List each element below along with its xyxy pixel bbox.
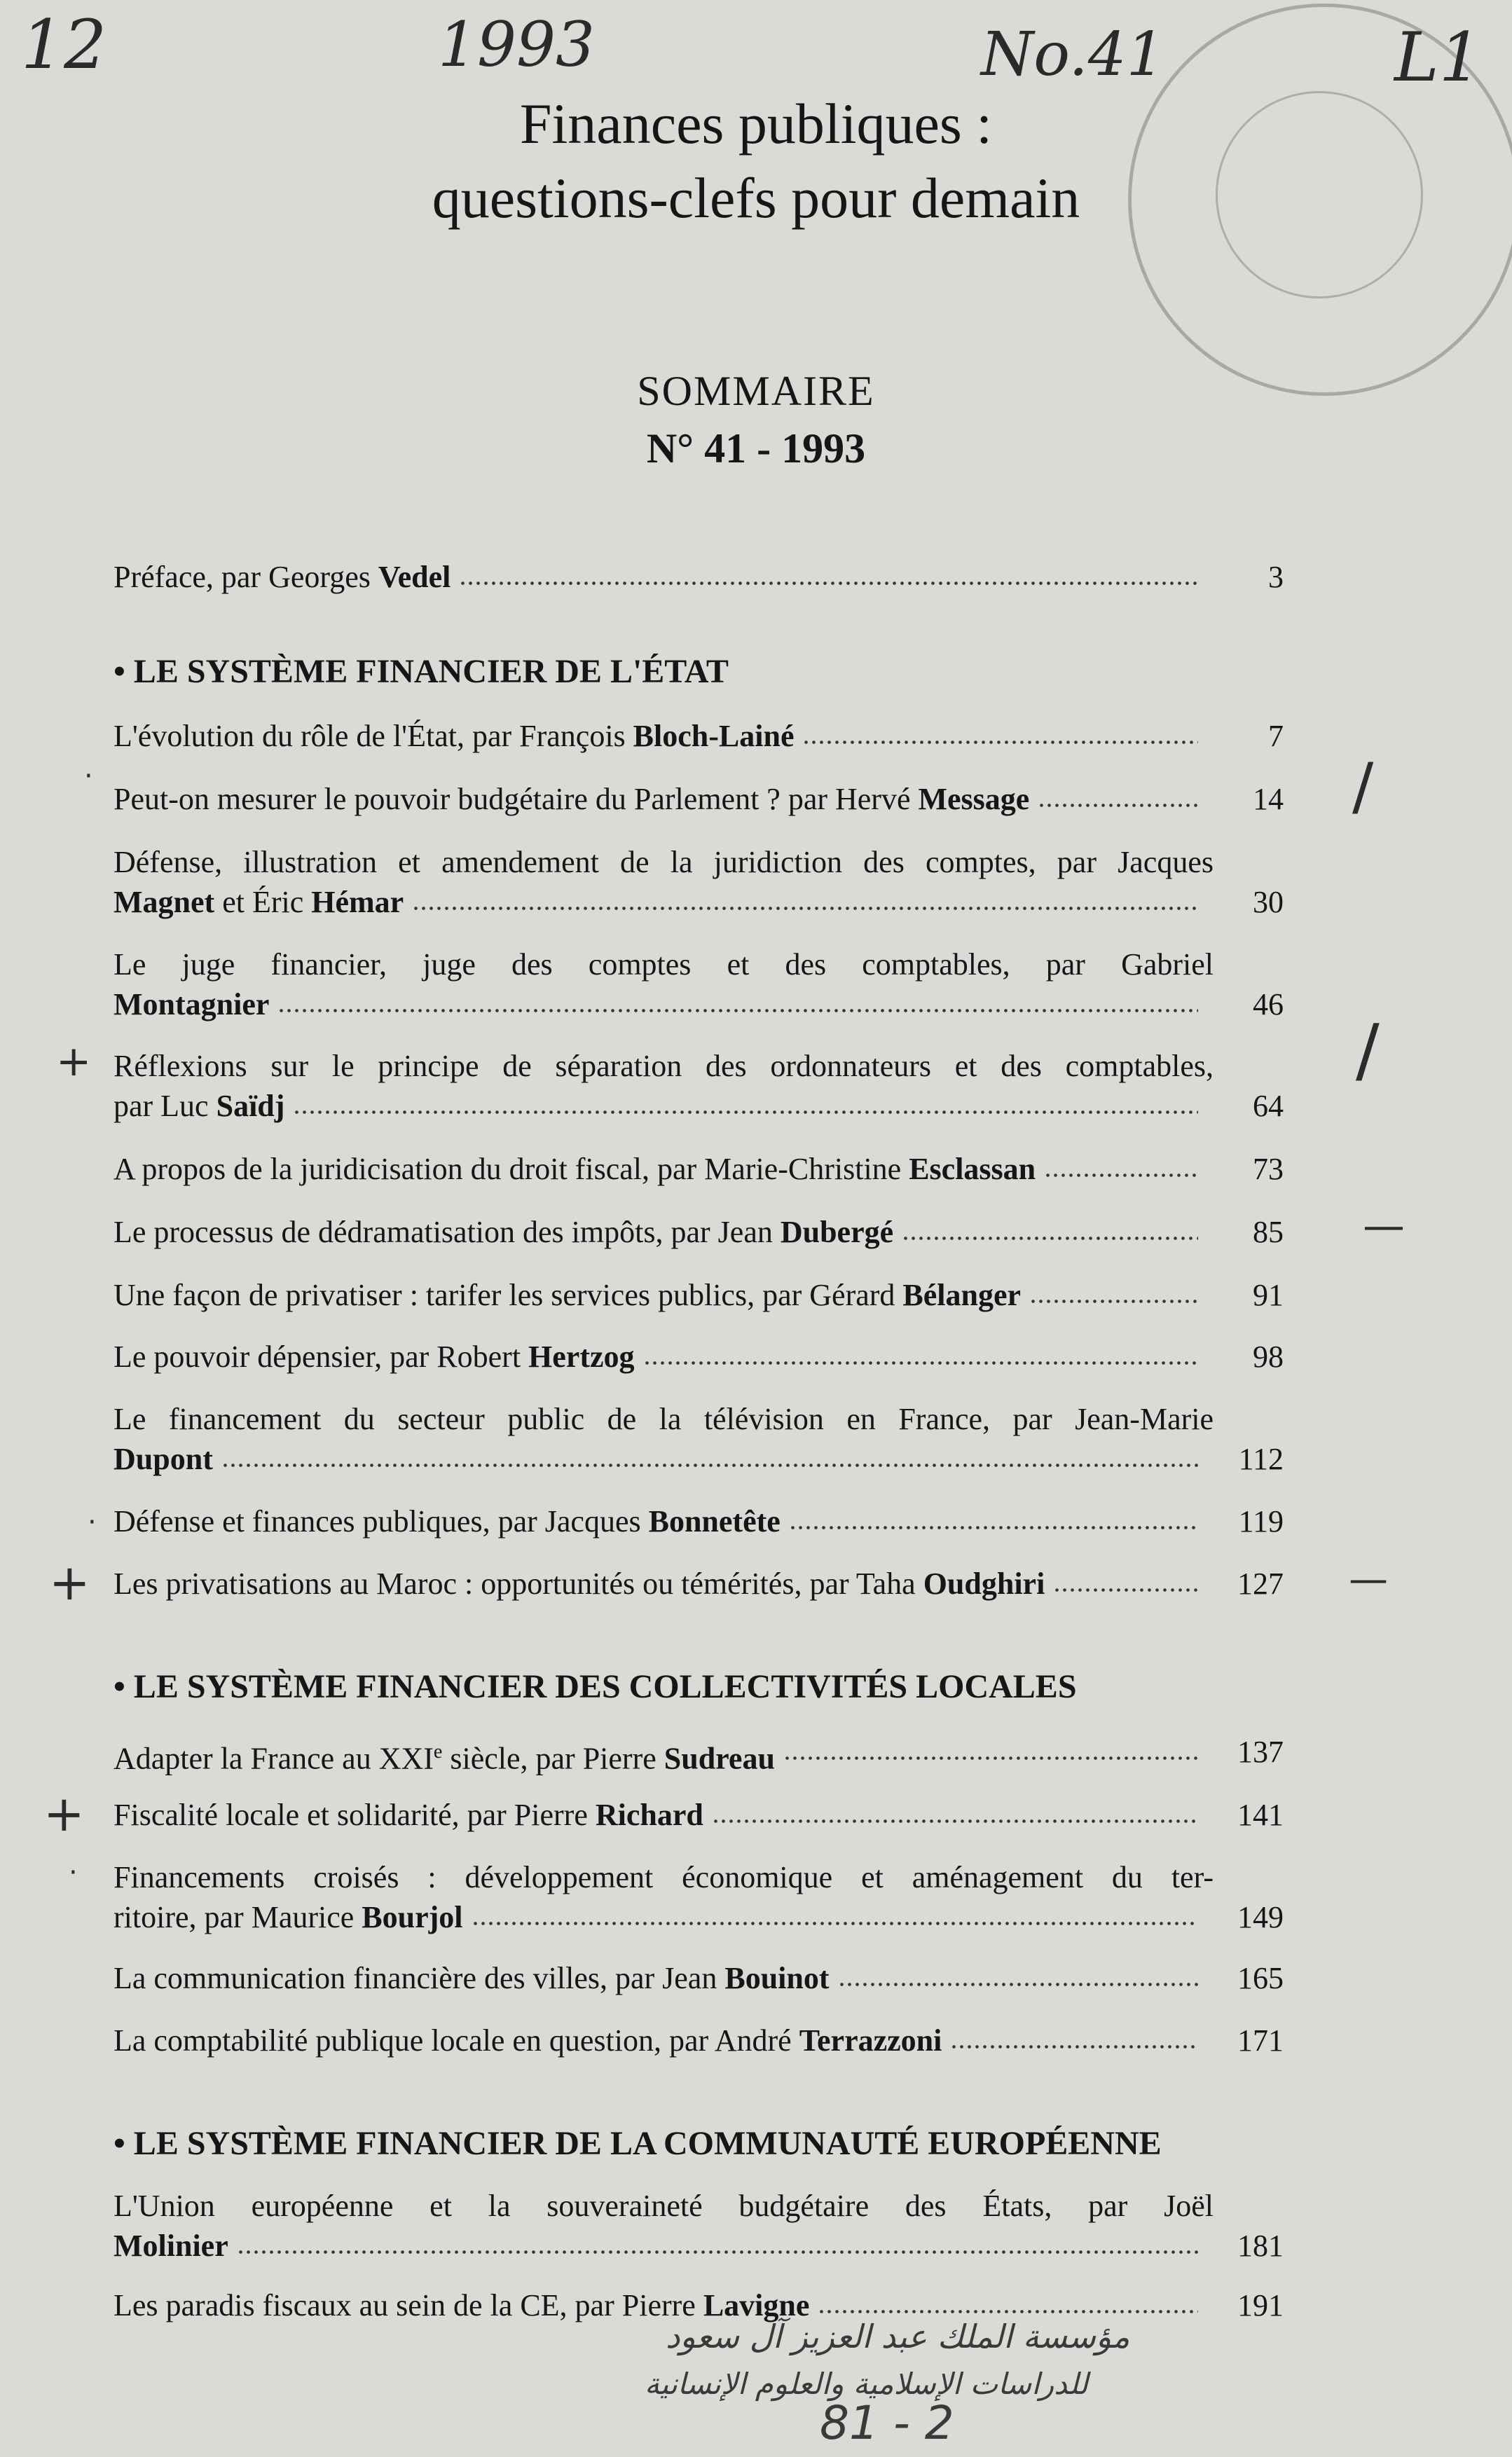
handwritten-issue-no: No.41 [981, 20, 1165, 90]
handwritten-number: 12 [21, 6, 107, 84]
section-heading-collectivites: • LE SYSTÈME FINANCIER DES COLLECTIVITÉS LOCALES [114, 1668, 1077, 1705]
toc-entry: Défense, illustration et amendement de la juridiction des comptes, par Jacques Magnet et Éric Hémar 30 [114, 845, 1284, 919]
toc-entry: Réflexions sur le principe de séparation des ordonnateurs et des comptables, par Luc Saïdj 64 [114, 1049, 1284, 1123]
toc-entry: Fiscalité locale et solidarité, par Pierre Richard 141 [114, 1798, 1284, 1832]
toc-entry: Le financement du secteur public de la télévision en France, par Jean-Marie Dupont 112 [114, 1402, 1284, 1476]
margin-dot-mark: · [88, 1506, 97, 1539]
leader-dots [459, 579, 1198, 587]
toc-entry: Le processus de dédramatisation des impôts, par Jean Dubergé 85 [114, 1215, 1284, 1249]
toc-entry: Le juge financier, juge des comptes et des comptables, par Gabriel Montagnier 46 [114, 947, 1284, 1021]
toc-entry: Le pouvoir dépensier, par Robert Hertzog 98 [114, 1340, 1284, 1374]
toc-entry: Défense et finances publiques, par Jacques Bonnetête 119 [114, 1504, 1284, 1539]
page-title-line-1: Finances publiques : [519, 92, 993, 156]
margin-slash-mark: / [1352, 750, 1374, 823]
toc-entry: Financements croisés : développement économique et aménagement du ter- ritoire, par Maurice Bourjol 149 [114, 1860, 1284, 1934]
toc-entry: Les privatisations au Maroc : opportunités ou témérités, par Taha Oudghiri 127 [114, 1567, 1284, 1601]
margin-plus-mark: + [56, 1037, 92, 1086]
toc-entry: Une façon de privatiser : tarifer les services publics, par Gérard Bélanger 91 [114, 1278, 1284, 1312]
margin-slash-mark: / [1356, 1009, 1380, 1091]
toc-entry: L'évolution du rôle de l'État, par François Bloch-Lainé 7 [114, 719, 1284, 753]
toc-entry: Les paradis fiscaux au sein de la CE, par Pierre Lavigne 191 [114, 2288, 1284, 2322]
section-heading-etat: • LE SYSTÈME FINANCIER DE L'ÉTAT [114, 653, 729, 690]
toc-entry-preface [114, 557, 1284, 597]
margin-dot-mark: · [69, 1857, 78, 1889]
margin-plus-mark: + [43, 1785, 85, 1843]
margin-dash-mark: — [1363, 1202, 1405, 1251]
page-number: 3 [1268, 560, 1284, 594]
entry-text: Préface, par Georges [114, 560, 378, 594]
page-title-line-2: questions-clefs pour demain [432, 166, 1080, 230]
footer-call-number: 81 - 2 [820, 2396, 954, 2450]
toc-entry: A propos de la juridicisation du droit fiscal, par Marie-Christine Esclassan 73 [114, 1152, 1284, 1186]
footer-arabic-line-2: للدراسات الإسلامية والعلوم الإنسانية [645, 2367, 1088, 2401]
issue-number: N° 41 - 1993 [646, 425, 866, 472]
toc-entry: La comptabilité publique locale en question, par André Terrazzoni 171 [114, 2023, 1284, 2058]
margin-plus-mark: + [49, 1554, 90, 1611]
toc-entry: La communication financière des villes, par Jean Bouinot 165 [114, 1961, 1284, 1995]
toc-entry: Peut-on mesurer le pouvoir budgétaire du Parlement ? par Hervé Message 14 [114, 782, 1284, 816]
entry-author: Vedel [378, 560, 451, 594]
handwritten-code: L1 [1394, 18, 1482, 97]
toc-entry: L'Union européenne et la souveraineté budgétaire des États, par Joël Molinier 181 [114, 2189, 1284, 2263]
handwritten-year: 1993 [438, 8, 595, 81]
footer-arabic-line-1: مؤسسة الملك عبد العزيز آل سعود [666, 2318, 1130, 2355]
toc-entry: Adapter la France au XXIe siècle, par Pierre Sudreau 137 [114, 1735, 1284, 1776]
sommaire-heading: SOMMAIRE [637, 368, 875, 414]
section-heading-communaute: • LE SYSTÈME FINANCIER DE LA COMMUNAUTÉ EUROPÉENNE [114, 2125, 1162, 2162]
margin-dot-mark: · [84, 760, 93, 792]
margin-dash-mark: — [1349, 1557, 1388, 1602]
